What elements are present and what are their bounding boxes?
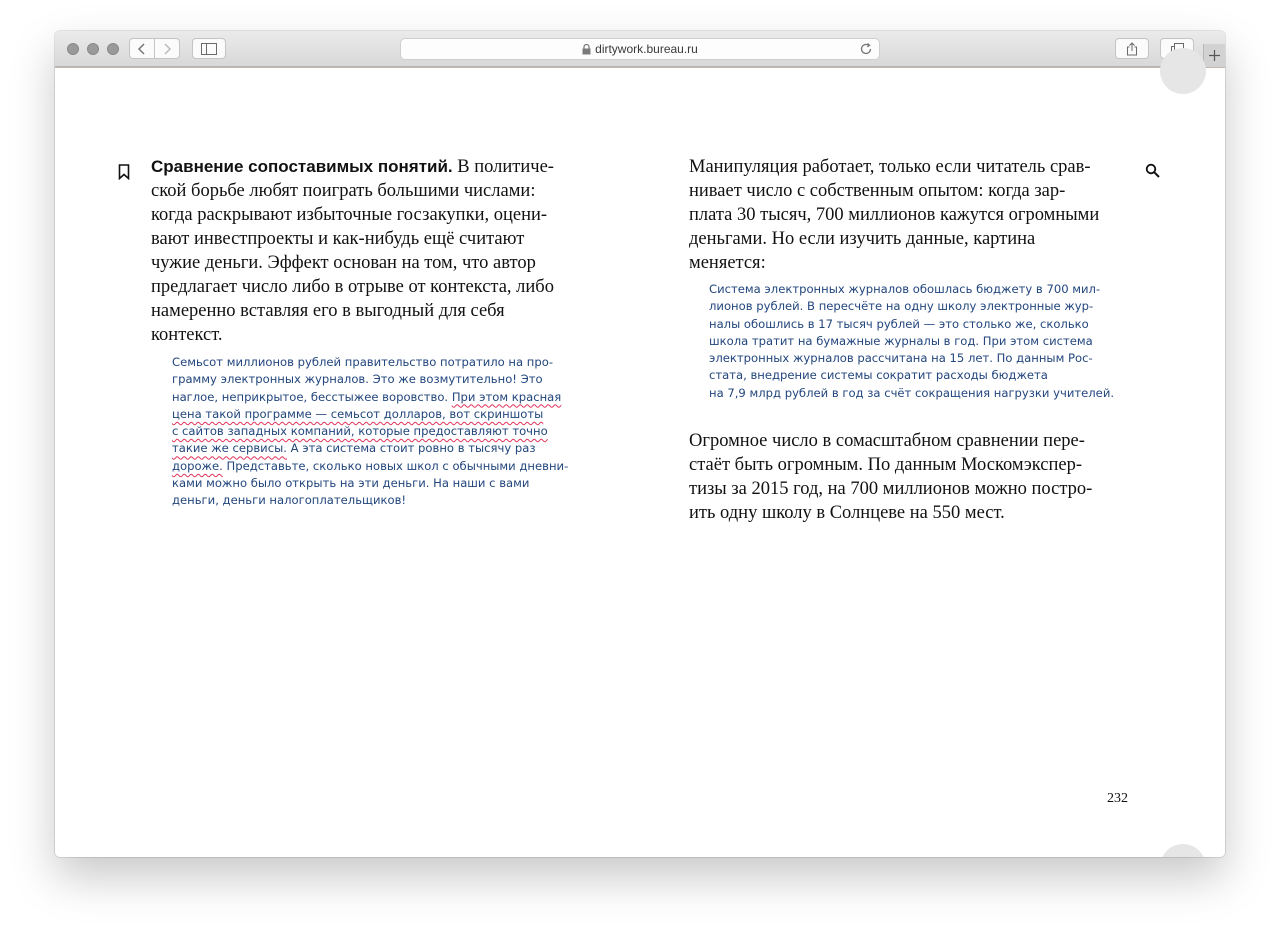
- paragraph-line: Сравнение сопоставимых понятий. В политиче-: [151, 157, 554, 177]
- reader-page[interactable]: [55, 68, 1225, 857]
- paragraph-line: чужие деньги. Эффект основан на том, что автор: [151, 253, 536, 273]
- address-bar[interactable]: [400, 38, 880, 60]
- highlighted-text: При этом красная: [451, 389, 562, 404]
- highlighted-text: с сайтов западных компаний, которые предоставляют точно: [172, 424, 548, 439]
- paragraph-line: стаёт быть огромным. По данным Москомэкспер-: [689, 455, 1083, 475]
- quote-line: дороже. Представьте, сколько новых школ с обычными дневни-: [172, 458, 569, 473]
- back-icon: [137, 43, 147, 55]
- quote-line: школа тратит на бумажные журналы в год. При этом система: [709, 333, 1093, 348]
- right-quote-block: [709, 281, 1139, 402]
- forward-icon: [162, 43, 172, 55]
- minimize-window-button[interactable]: [87, 43, 99, 55]
- share-button[interactable]: [1115, 38, 1149, 59]
- paragraph-line: плата 30 тысяч, 700 миллионов кажутся огромными: [689, 205, 1100, 225]
- quote-line: ками можно было открыть на эти деньги. На наши с вами: [172, 476, 530, 491]
- highlighted-text: дороже.: [172, 458, 223, 473]
- quote-line: Система электронных журналов обошлась бюджету в 700 мил-: [709, 282, 1101, 296]
- paragraph-line: предлагает число либо в отрыве от контекста, либо: [151, 277, 554, 297]
- quote-line: деньги, деньги налогоплательщиков!: [172, 493, 407, 508]
- quote-line: стата, внедрение системы сократит расходы бюджета: [709, 368, 1048, 383]
- paragraph-line: вают инвестпроекты и как-нибудь ещё считают: [151, 229, 525, 249]
- browser-window: [55, 31, 1225, 857]
- page-number: 232: [1107, 791, 1128, 806]
- navigation-buttons: [129, 38, 180, 59]
- quote-line: грамму электронных журналов. Это же возмутительно! Это: [172, 372, 543, 387]
- plus-icon: [1209, 50, 1220, 61]
- left-quote-block: [172, 354, 602, 510]
- paragraph-line: намеренно вставляя его в выгодный для себя: [151, 301, 505, 321]
- bookmark-icon[interactable]: [118, 164, 130, 180]
- scroll-down-button[interactable]: [1160, 844, 1206, 857]
- scroll-up-button[interactable]: [1160, 48, 1206, 94]
- quote-line: лионов рублей. В пересчёте на одну школу электронные жур-: [709, 299, 1094, 314]
- paragraph-line: Манипуляция работает, только если читатель срав-: [689, 157, 1091, 177]
- paragraph-line: нивает число с собственным опытом: когда зар-: [689, 181, 1066, 201]
- lock-icon: [582, 44, 591, 55]
- section-heading: Сравнение сопоставимых понятий.: [151, 157, 453, 176]
- highlighted-text: цена такой программе — семьсот долларов, вот скриншоты: [172, 406, 544, 421]
- forward-button[interactable]: [154, 39, 179, 58]
- highlighted-text: такие же сервисы.: [172, 441, 287, 456]
- paragraph-line: Огромное число в сомасштабном сравнении пере-: [689, 431, 1085, 451]
- right-paragraph-1: [689, 155, 1129, 275]
- paragraph-line: ской борьбе любят поиграть большими числами:: [151, 181, 536, 201]
- zoom-window-button[interactable]: [107, 43, 119, 55]
- quote-line: электронных журналов рассчитана на 15 лет. По данным Рос-: [709, 351, 1093, 366]
- quote-line: такие же сервисы. А эта система стоит ровно в тысячу раз: [172, 441, 536, 456]
- sidebar-icon: [201, 43, 217, 55]
- paragraph-line: тизы за 2015 год, на 700 миллионов можно постро-: [689, 479, 1093, 499]
- back-button[interactable]: [130, 39, 154, 58]
- new-tab-button[interactable]: [1203, 44, 1225, 67]
- close-window-button[interactable]: [67, 43, 79, 55]
- paragraph-line: меняется:: [689, 253, 766, 273]
- quote-line: [172, 423, 602, 440]
- quote-line: налы обошлись в 17 тысяч рублей — это столько же, сколько: [709, 316, 1089, 331]
- reload-icon[interactable]: [859, 42, 873, 56]
- quote-line: [172, 406, 602, 423]
- sidebar-button[interactable]: [192, 38, 226, 59]
- paragraph-line: деньгами. Но если изучить данные, картина: [689, 229, 1036, 249]
- address-url: dirtywork.bureau.ru: [595, 42, 698, 56]
- quote-line: Семьсот миллионов рублей правительство потратило на про-: [172, 355, 554, 369]
- paragraph-line: контекст.: [151, 325, 223, 345]
- quote-line: наглое, неприкрытое, бесстыжее воровство. При этом красная: [172, 389, 562, 404]
- paragraph-line: когда раскрывают избыточные госзакупки, оцени-: [151, 205, 548, 225]
- browser-toolbar: [55, 31, 1225, 67]
- right-paragraph-2: [689, 429, 1129, 525]
- search-icon[interactable]: [1145, 163, 1161, 179]
- left-paragraph: [151, 155, 591, 347]
- paragraph-line: ить одну школу в Солнцеве на 550 мест.: [689, 503, 1005, 523]
- share-icon: [1126, 42, 1138, 56]
- quote-line: на 7,9 млрд рублей в год за счёт сокращения нагрузки учителей.: [709, 385, 1115, 400]
